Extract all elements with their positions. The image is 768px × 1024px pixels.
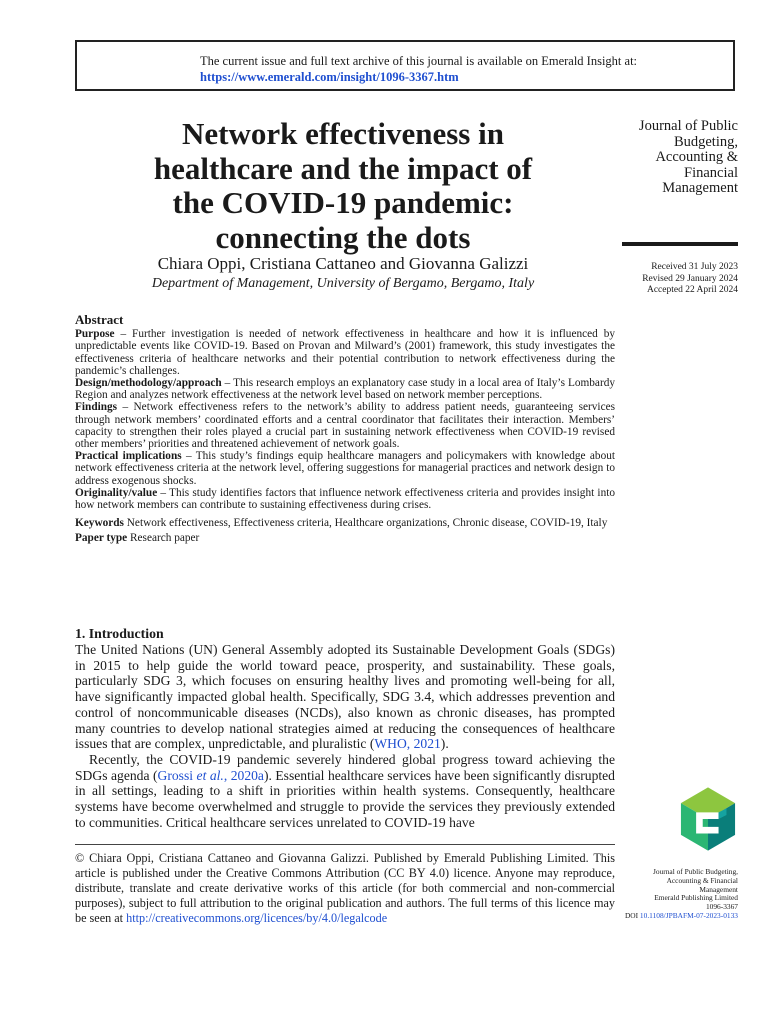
section-label: Originality/value: [75, 486, 158, 499]
journal-name-line: Accounting &: [655, 149, 738, 165]
journal-name-line: Management: [662, 180, 738, 196]
section-text: – This research employs an explanatory case study in a local area of Italy’s Lombardy Region and analyzes network effectiveness at the network level based on network member perceptions.: [75, 377, 615, 402]
keywords-text: Network effectiveness, Effectiveness criteria, Healthcare organizations, Chronic disease, COVID-19, Italy: [123, 517, 608, 530]
abstract-heading: Abstract: [75, 312, 124, 327]
section-label: Findings: [75, 401, 118, 414]
journal-name-line: Financial: [684, 164, 738, 181]
paragraph: [75, 642, 615, 752]
doi-link[interactable]: 10.1108/JPBAFM-07-2023-0133: [639, 910, 738, 920]
journal-name: [600, 119, 738, 197]
paper-type-text: Research paper: [127, 532, 200, 545]
paper-type-label: Paper type: [75, 532, 128, 545]
section-text: – Further investigation is needed of network effectiveness in healthcare and how it is influenced by unpredictable events like COVID-19. Based on Provan and Milward’s (2001) framework, this study investigates the effectiveness criteria of healthcare networks and their potential contribution to network effectiveness during the pandemic’s challenges.: [75, 328, 615, 377]
section-text: – This study identifies factors that influence network effectiveness criteria and provides insight into how network members can contribute to sustaining effectiveness during crises.: [75, 486, 615, 512]
affiliation: Department of Management, University of Bergamo, Bergamo, Italy: [151, 276, 535, 291]
section-heading: 1. Introduction: [75, 626, 164, 641]
meta-journal-line: Journal of Public Budgeting,: [653, 867, 738, 876]
author-list: Chiara Oppi, Cristiana Cattaneo and Giovanna Galizzi: [157, 254, 529, 273]
citation-etal: et al.: [196, 767, 224, 783]
citation-link[interactable]: WHO, 2021: [374, 736, 441, 752]
paragraph-text: Recently, the COVID-19 pandemic severely hindered global progress toward achieving the SDGs agenda (: [75, 751, 615, 783]
paper-type: [75, 532, 615, 544]
journal-divider: [622, 242, 738, 246]
meta-journal-line: Management: [699, 884, 738, 894]
introduction-section: [75, 626, 615, 830]
title-line: the COVID-19 pandemic:: [172, 185, 514, 220]
accepted-date: Accepted 22 April 2024: [646, 285, 738, 295]
paragraph-text: ).: [440, 736, 449, 752]
abstract: [75, 314, 615, 545]
section-label: Design/methodology/approach: [75, 377, 222, 390]
journal-archive-link[interactable]: https://www.emerald.com/insight/1096-3367.htm: [200, 70, 459, 84]
access-notice: [200, 53, 637, 85]
journal-name-line: Budgeting,: [673, 133, 738, 150]
title-line: Network effectiveness in: [182, 116, 504, 151]
access-notice-box: [75, 40, 735, 91]
access-notice-text: The current issue and full text archive of this journal is available on Emerald Insight at:: [200, 54, 638, 68]
paragraph-text: The United Nations (UN) General Assembly adopted its Sustainable Development Goals (SDGs) in 2015 to help guide the world toward peace, prosperity, and sustainability. These goals, particularly SDG 3, which focuses on ensuring healthy lives and promoting well-being for all, have significantly impacted global health. Specifically, SDG 3.4, which addresses prevention and control of noncommunicable diseases (NCDs), also known as chronic diseases, has prompted many countries to develop national strategies aimed at reducing the consequences of healthcare issues that are complex, unpredictable, and pluralistic (: [75, 642, 615, 752]
journal-metadata: [600, 868, 738, 921]
citation-link[interactable]: [158, 768, 264, 783]
journal-name-line: Journal of Public: [638, 118, 738, 134]
keywords-label: Keywords: [75, 517, 124, 530]
abstract-findings: [75, 401, 615, 450]
paragraph: [75, 752, 615, 831]
received-date: Received 31 July 2023: [651, 262, 738, 272]
doi-label: DOI: [624, 910, 640, 920]
section-label: Purpose: [75, 328, 115, 341]
meta-journal-line: Accounting & Financial: [666, 875, 738, 885]
meta-publisher: Emerald Publishing Limited: [654, 893, 738, 903]
license-notice: [75, 851, 615, 926]
keywords: [75, 517, 615, 529]
paragraph-text: ). Essential healthcare services have been significantly disrupted in all settings, leading to a shift in priorities within health systems. Consequently, healthcare systems have become overwhelmed and struggle to provide the services they previously extended to communities. Critical healthcare services unrelated to COVID-19 have: [75, 767, 615, 830]
abstract-design: [75, 377, 615, 401]
license-link[interactable]: http://creativecommons.org/licences/by/4.0/legalcode: [126, 911, 388, 925]
article-history: [590, 262, 738, 297]
meta-issn: 1096-3367: [705, 902, 738, 912]
abstract-purpose: [75, 328, 615, 377]
title-line: connecting the dots: [215, 219, 471, 255]
footnote-divider: [75, 844, 615, 845]
abstract-practical-implications: [75, 450, 615, 487]
license-text: © Chiara Oppi, Cristiana Cattaneo and Giovanna Galizzi. Published by Emerald Publishing Limited. This article is published under the Creative Commons Attribution (CC BY 4.0) licence. Anyone may reproduce, distribute, translate and create derivative works of this article (for both commercial and non-commercial purposes), subject to full attribution to the original publication and authors. The full terms of this licence may be seen at: [75, 851, 615, 925]
section-text: – Network effectiveness refers to the network’s ability to address patient needs, guaranteeing services through network members’ coordinated efforts and a central coordinator that facilitates their interaction. Members’ capacity to strengthen their roles played a crucial part in sustaining network effectiveness when COVID-19 revised other members’ priorities and threatened achievement of network goals.: [75, 401, 615, 451]
section-label: Practical implications: [75, 450, 182, 463]
emerald-logo-icon: [675, 786, 741, 852]
abstract-originality: [75, 487, 615, 511]
meta-doi: [600, 912, 738, 921]
citation-year: , 2020a: [223, 767, 264, 783]
revised-date: Revised 29 January 2024: [642, 273, 738, 284]
citation-author: Grossi: [157, 767, 197, 783]
article-title: [100, 117, 586, 255]
section-text: – This study’s findings equip healthcare managers and policymakers with knowledge about network effectiveness criteria at the network level, offering suggestions for managerial practices and network design to address exogenous shocks.: [75, 450, 615, 487]
title-line: healthcare and the impact of: [153, 150, 533, 186]
